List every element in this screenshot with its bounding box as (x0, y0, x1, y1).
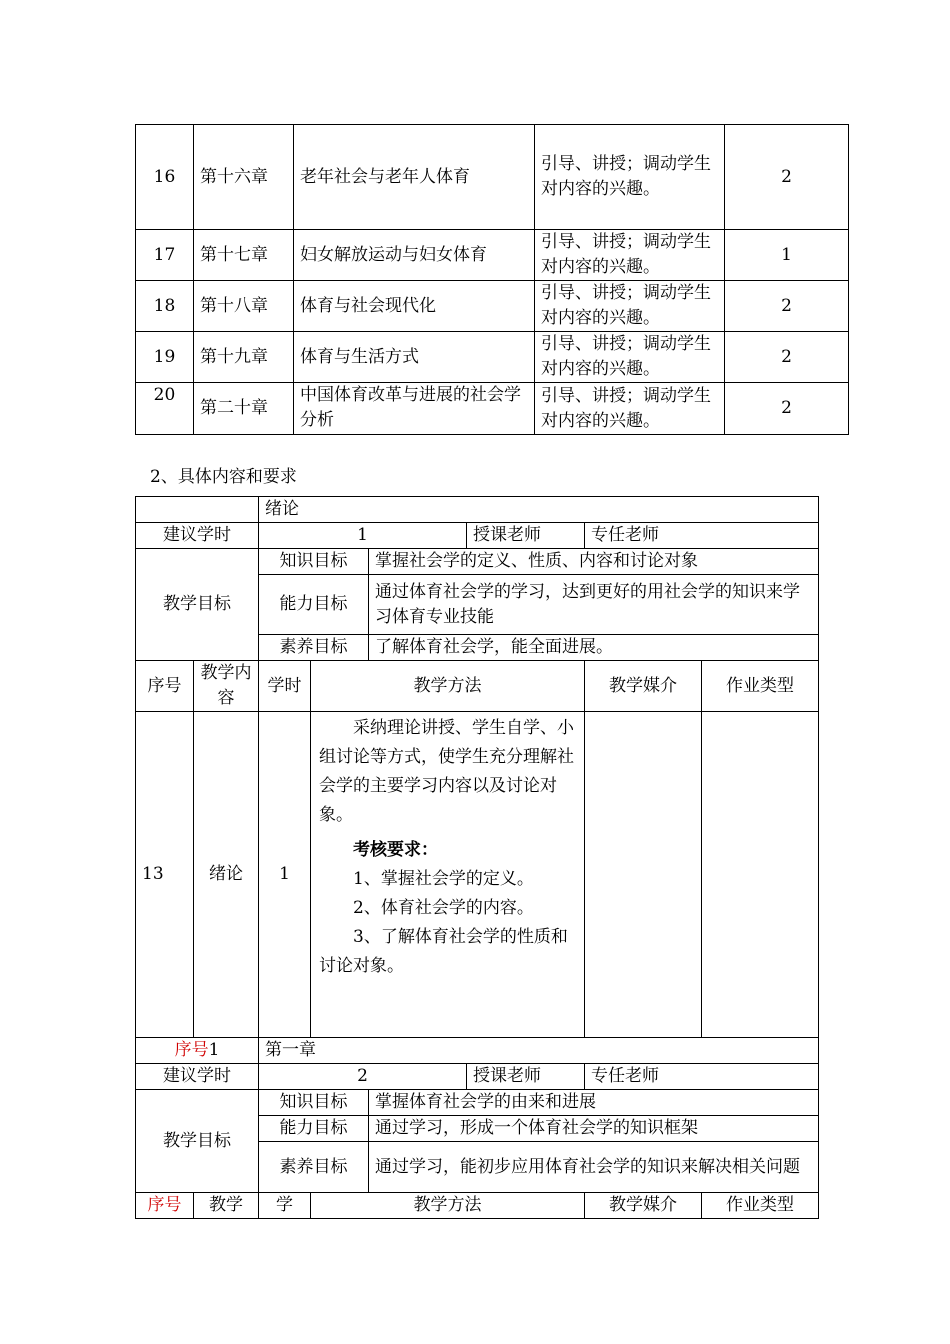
chapter1-knowledge: 掌握体育社会学的由来和进展 (369, 1090, 819, 1116)
schedule-title: 中国体育改革与进展的社会学分析 (294, 383, 535, 435)
homework-header: 作业类型 (702, 661, 819, 712)
media-header: 教学媒介 (585, 661, 702, 712)
intro-teacher: 专任老师 (585, 523, 819, 549)
ability-goal-label: 能力目标 (259, 1116, 369, 1142)
schedule-method: 引导、讲授；调动学生对内容的兴趣。 (535, 383, 725, 435)
schedule-hours: 1 (725, 230, 849, 281)
seq-label: 序号 (174, 1040, 209, 1060)
chapter1-title: 第一章 (259, 1038, 819, 1064)
exam-item: 2、体育社会学的内容。 (353, 898, 534, 918)
schedule-title: 体育与生活方式 (294, 332, 535, 383)
intro-quality: 了解体育社会学，能全面进展。 (369, 635, 819, 661)
schedule-row (136, 383, 849, 435)
intro-method-cell (311, 712, 585, 1038)
hours-header: 学时 (259, 661, 311, 712)
intro-title: 绪论 (259, 497, 819, 523)
seq-header: 序号 (136, 1193, 194, 1219)
blank-cell (136, 497, 259, 523)
knowledge-goal-label: 知识目标 (259, 549, 369, 575)
schedule-row (136, 332, 849, 383)
schedule-row (136, 230, 849, 281)
hours-header: 学 (259, 1193, 311, 1219)
knowledge-goal-label: 知识目标 (259, 1090, 369, 1116)
chapter1-knowledge-row (136, 1090, 819, 1116)
media-header: 教学媒介 (585, 1193, 702, 1219)
chapter1-hours-row (136, 1064, 819, 1090)
schedule-hours: 2 (725, 125, 849, 230)
schedule-chapter: 第二十章 (194, 383, 294, 435)
intro-hours-row (136, 523, 819, 549)
method-header: 教学方法 (311, 661, 585, 712)
chapter1-ability: 通过学习，形成一个体育社会学的知识框架 (369, 1116, 819, 1142)
schedule-title: 妇女解放运动与妇女体育 (294, 230, 535, 281)
teaching-goals-label: 教学目标 (136, 1090, 259, 1193)
schedule-chapter: 第十七章 (194, 230, 294, 281)
chapter1-teacher: 专任老师 (585, 1064, 819, 1090)
schedule-method: 引导、讲授；调动学生对内容的兴趣。 (535, 125, 725, 230)
intro-homework (702, 712, 819, 1038)
intro-header-row (136, 661, 819, 712)
quality-goal-label: 素养目标 (259, 1142, 369, 1193)
schedule-title: 体育与社会现代化 (294, 281, 535, 332)
intro-knowledge: 掌握社会学的定义、性质、内容和讨论对象 (369, 549, 819, 575)
intro-title-row (136, 497, 819, 523)
schedule-no: 17 (136, 230, 194, 281)
intro-row-hours: 1 (259, 712, 311, 1038)
teaching-goals-label: 教学目标 (136, 549, 259, 661)
exam-item: 3、了解体育社会学的性质和讨论对象。 (319, 927, 568, 976)
exam-title: 考核要求： (353, 840, 438, 860)
method-header: 教学方法 (311, 1193, 585, 1219)
schedule-chapter: 第十九章 (194, 332, 294, 383)
schedule-no: 16 (136, 125, 194, 230)
schedule-title: 老年社会与老年人体育 (294, 125, 535, 230)
chapter1-header-row (136, 1193, 819, 1219)
intro-hours: 1 (259, 523, 467, 549)
chapter1-seq-num: 1 (208, 1040, 220, 1060)
schedule-no: 20 (136, 383, 194, 435)
teacher-label: 授课老师 (467, 1064, 585, 1090)
schedule-hours: 2 (725, 383, 849, 435)
method-text: 采纳理论讲授、学生自学、小组讨论等方式，使学生充分理解社会学的主要学习内容以及讨论对象。 (319, 718, 574, 825)
intro-content-row (136, 712, 819, 1038)
schedule-method: 引导、讲授；调动学生对内容的兴趣。 (535, 230, 725, 281)
chapter-schedule-table (135, 124, 849, 435)
intro-knowledge-row (136, 549, 819, 575)
intro-row-no: 13 (136, 712, 194, 1038)
chapter1-quality: 通过学习，能初步应用体育社会学的知识来解决相关问题 (369, 1142, 819, 1193)
ability-goal-label: 能力目标 (259, 575, 369, 635)
schedule-body (136, 125, 849, 435)
homework-header: 作业类型 (702, 1193, 819, 1219)
content-header: 教学 (194, 1193, 259, 1219)
exam-item: 1、掌握社会学的定义。 (353, 869, 534, 889)
intro-ability: 通过体育社会学的学习，达到更好的用社会学的知识来学习体育专业技能 (369, 575, 819, 635)
teacher-label: 授课老师 (467, 523, 585, 549)
chapter1-title-row (136, 1038, 819, 1064)
intro-media (585, 712, 702, 1038)
schedule-method: 引导、讲授；调动学生对内容的兴趣。 (535, 281, 725, 332)
content-header: 教学内容 (194, 661, 259, 712)
chapter1-seq (136, 1038, 259, 1064)
quality-goal-label: 素养目标 (259, 635, 369, 661)
schedule-chapter: 第十八章 (194, 281, 294, 332)
suggested-hours-label: 建议学时 (136, 523, 259, 549)
schedule-row (136, 125, 849, 230)
seq-header: 序号 (136, 661, 194, 712)
schedule-chapter: 第十六章 (194, 125, 294, 230)
schedule-row (136, 281, 849, 332)
schedule-hours: 2 (725, 281, 849, 332)
suggested-hours-label: 建议学时 (136, 1064, 259, 1090)
detail-table (135, 496, 819, 1219)
schedule-no: 18 (136, 281, 194, 332)
schedule-hours: 2 (725, 332, 849, 383)
chapter1-hours: 2 (259, 1064, 467, 1090)
schedule-method: 引导、讲授；调动学生对内容的兴趣。 (535, 332, 725, 383)
intro-row-content: 绪论 (194, 712, 259, 1038)
section-heading: 2、具体内容和要求 (150, 467, 297, 487)
schedule-no: 19 (136, 332, 194, 383)
